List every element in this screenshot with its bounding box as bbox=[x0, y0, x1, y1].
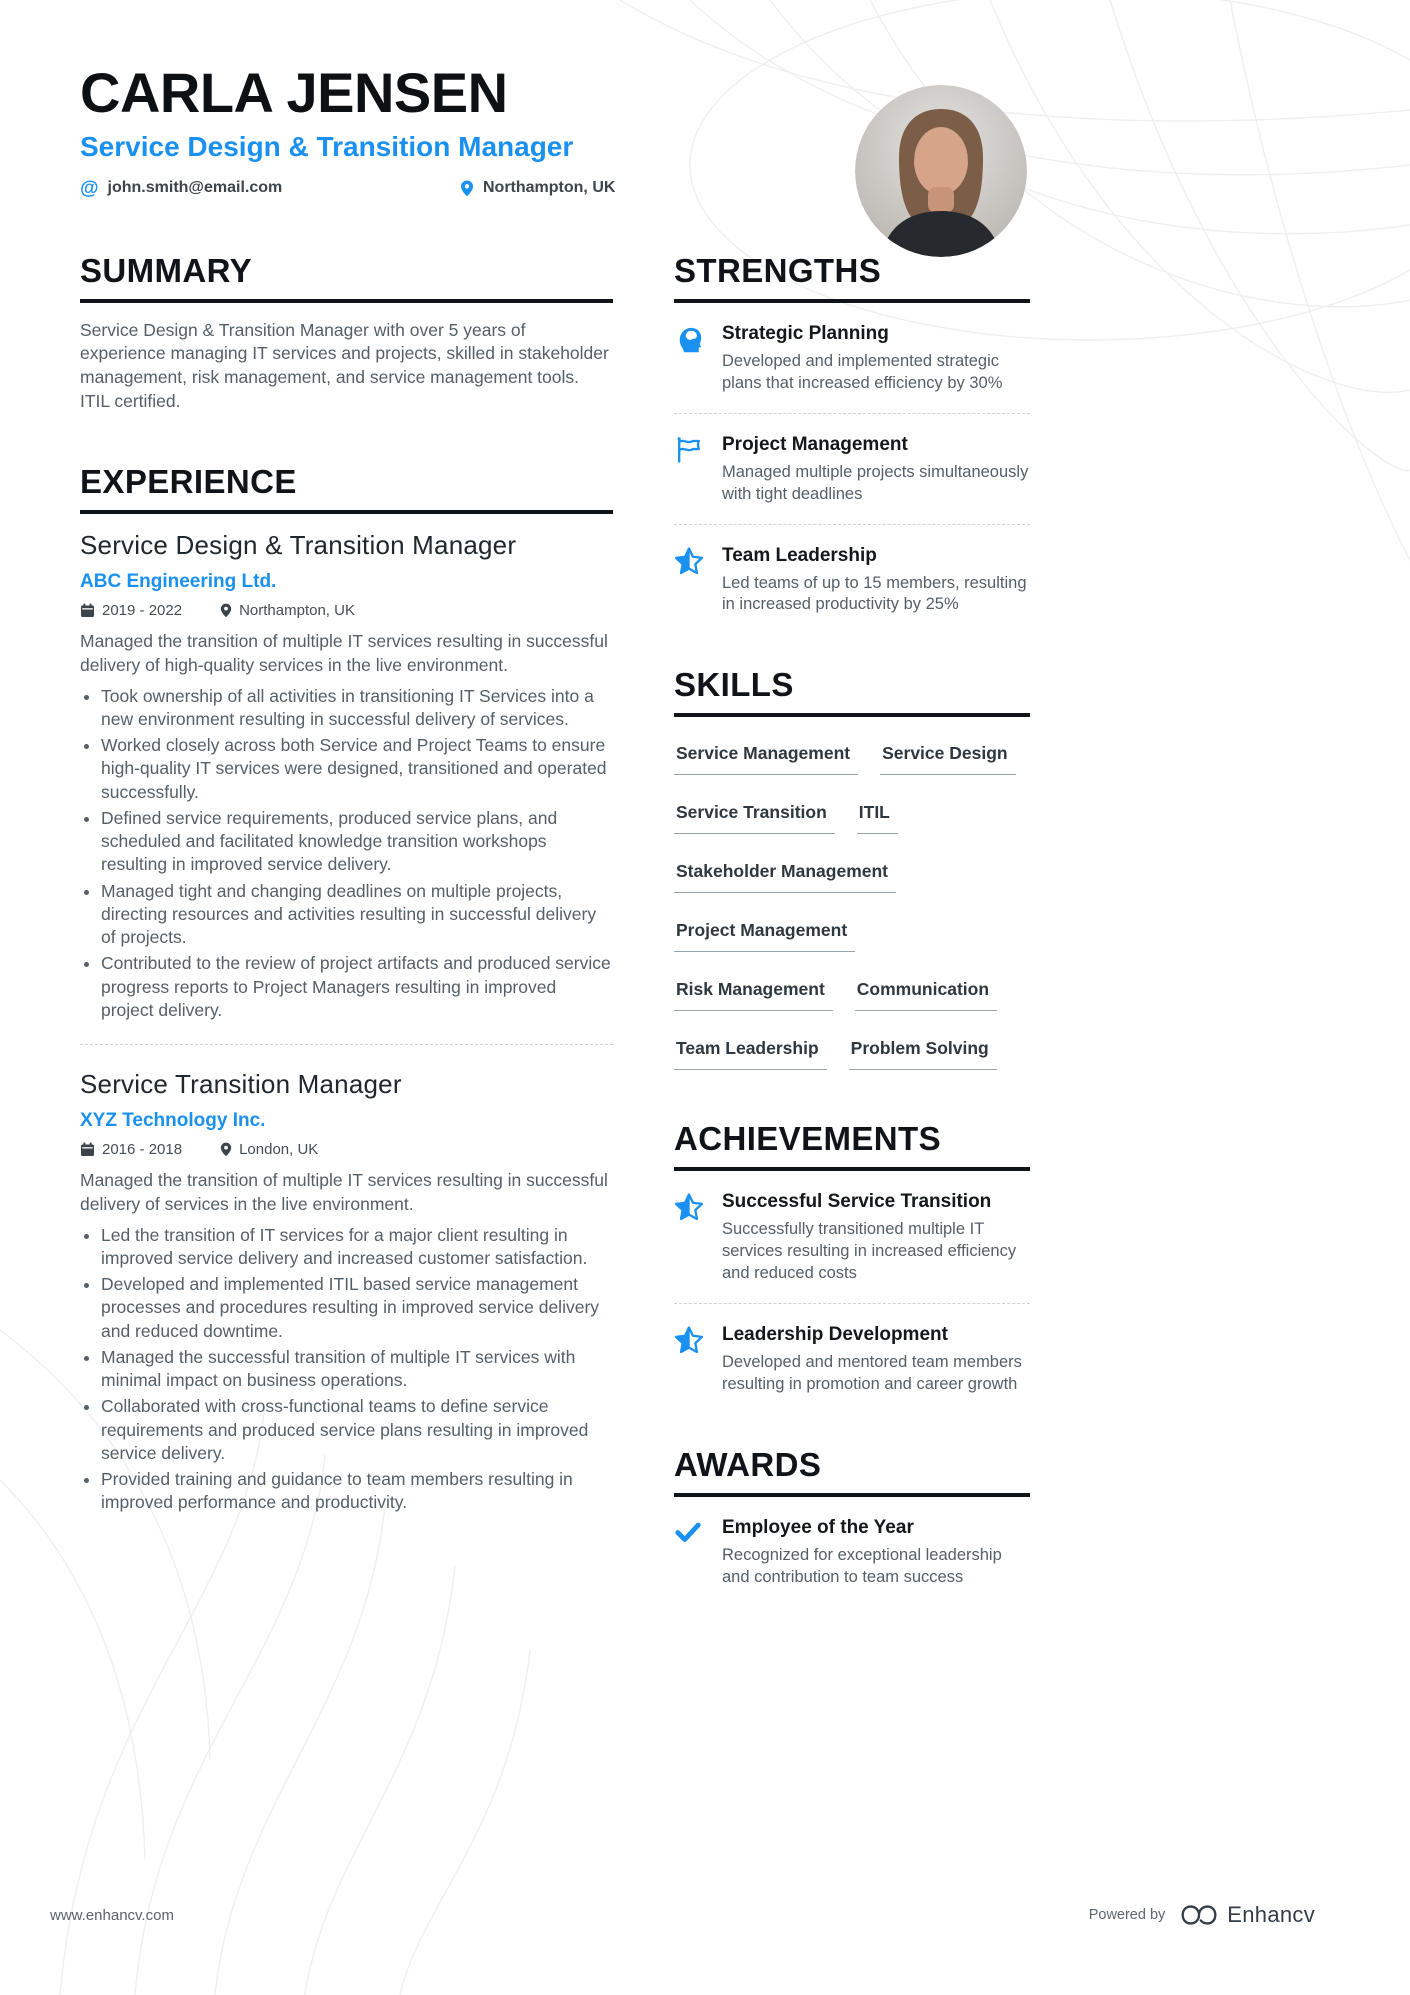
star-icon bbox=[674, 546, 704, 576]
job-location bbox=[220, 1141, 318, 1158]
award-title: Employee of the Year bbox=[722, 1517, 914, 1539]
award-item bbox=[674, 1517, 1030, 1589]
strength-description: Developed and implemented strategic plans that increased efficiency by 30% bbox=[722, 351, 1003, 392]
awards-section bbox=[674, 1446, 1030, 1589]
strength-title: Strategic Planning bbox=[722, 322, 889, 344]
job-bullet-list bbox=[80, 1224, 613, 1515]
job-bullet: • Defined service requirements, produced service plans, and scheduled and facilitated knowledge transition workshops resulting in improved service delivery. bbox=[101, 807, 613, 877]
flag-icon bbox=[674, 435, 704, 465]
dashed-divider bbox=[674, 524, 1030, 525]
location-pin-icon bbox=[220, 1142, 232, 1157]
powered-by-label: Powered by bbox=[1088, 1907, 1166, 1923]
skill-item: ITIL bbox=[857, 802, 898, 834]
summary-section bbox=[80, 252, 613, 414]
left-column bbox=[80, 252, 613, 1515]
skill-item: Service Design bbox=[880, 743, 1015, 775]
job-bullet-list bbox=[80, 685, 613, 1023]
job-location-text: London, UK bbox=[239, 1141, 319, 1159]
skill-item: Problem Solving bbox=[849, 1038, 997, 1070]
skills-section bbox=[674, 666, 1030, 1070]
dashed-divider bbox=[674, 413, 1030, 414]
skill-item: Risk Management bbox=[674, 979, 833, 1011]
powered-by-group bbox=[1089, 1902, 1315, 1928]
summary-heading: SUMMARY bbox=[80, 252, 613, 303]
job-bullet: • Contributed to the review of project artifacts and produced service progress reports to Project Managers resulting in improved project delivery. bbox=[101, 952, 613, 1022]
job-title: Service Design & Transition Manager bbox=[80, 530, 517, 561]
strength-item bbox=[674, 323, 1030, 395]
experience-heading: EXPERIENCE bbox=[80, 463, 613, 514]
job-title: Service Transition Manager bbox=[80, 1069, 402, 1100]
candidate-name: CARLA JENSEN bbox=[80, 61, 508, 124]
job-dates bbox=[80, 602, 182, 619]
job-bullet: • Managed the successful transition of multiple IT services with minimal impact on business operations. bbox=[101, 1346, 613, 1393]
skills-heading: SKILLS bbox=[674, 666, 1030, 717]
job-dates-text: 2019 - 2022 bbox=[102, 602, 183, 620]
job-bullet: • Developed and implemented ITIL based service management processes and procedures resulting in improved service delivery and reduced downtime. bbox=[101, 1273, 613, 1343]
candidate-title: Service Design & Transition Manager bbox=[80, 130, 574, 162]
email-at-icon: @ bbox=[80, 177, 99, 199]
page-footer bbox=[50, 1902, 1315, 1928]
job-description: Managed the transition of multiple IT services resulting in successful delivery of services in the live environment. bbox=[80, 1170, 608, 1214]
enhancv-logo[interactable] bbox=[1179, 1902, 1315, 1928]
job-company: XYZ Technology Inc. bbox=[80, 1110, 266, 1132]
job-location-text: Northampton, UK bbox=[239, 602, 355, 620]
star-icon bbox=[674, 1325, 704, 1355]
strength-item bbox=[674, 434, 1030, 506]
job-dates-text: 2016 - 2018 bbox=[102, 1141, 183, 1159]
dashed-divider bbox=[674, 1303, 1030, 1304]
contact-row bbox=[80, 179, 1030, 198]
achievement-item bbox=[674, 1324, 1030, 1396]
job-entry bbox=[80, 530, 613, 1022]
head-brain-icon bbox=[674, 324, 704, 354]
achievement-title: Successful Service Transition bbox=[722, 1191, 992, 1213]
footer-url[interactable]: www.enhancv.com bbox=[50, 1906, 174, 1924]
strength-title: Project Management bbox=[722, 433, 908, 455]
summary-text: Service Design & Transition Manager with over 5 years of experience managing IT services and projects, skilled in stakeholder management, risk management, and service management tools. ITIL certified. bbox=[80, 319, 609, 411]
check-icon bbox=[674, 1518, 702, 1546]
strengths-heading: STRENGTHS bbox=[674, 252, 1030, 303]
job-meta bbox=[80, 1141, 613, 1158]
calendar-icon bbox=[80, 1142, 95, 1157]
job-bullet: • Collaborated with cross-functional teams to define service requirements and produced service plans resulting in improved service delivery. bbox=[101, 1395, 613, 1465]
achievement-description: Successfully transitioned multiple IT services resulting in increased efficiency and reduced costs bbox=[722, 1220, 1017, 1283]
strength-description: Led teams of up to 15 members, resulting in increased productivity by 25% bbox=[722, 573, 1027, 614]
job-location bbox=[220, 602, 355, 619]
job-description: Managed the transition of multiple IT services resulting in successful delivery of high-quality services in the live environment. bbox=[80, 631, 608, 675]
contact-location bbox=[460, 179, 615, 197]
skill-item: Service Management bbox=[674, 743, 858, 775]
calendar-icon bbox=[80, 603, 95, 618]
location-pin-icon bbox=[460, 180, 474, 197]
enhancv-logo-text: Enhancv bbox=[1227, 1902, 1315, 1927]
strength-description: Managed multiple projects simultaneously with tight deadlines bbox=[722, 462, 1029, 503]
achievement-title: Leadership Development bbox=[722, 1324, 948, 1346]
enhancv-logo-icon bbox=[1179, 1902, 1219, 1928]
job-bullet: • Worked closely across both Service and Project Teams to ensure high-quality IT services were designed, transitioned and operated successfully. bbox=[101, 734, 613, 804]
skill-item: Stakeholder Management bbox=[674, 861, 896, 893]
star-icon bbox=[674, 1192, 704, 1222]
job-bullet: • Provided training and guidance to team members resulting in improved performance and productivity. bbox=[101, 1468, 613, 1515]
skill-item: Team Leadership bbox=[674, 1038, 827, 1070]
award-description: Recognized for exceptional leadership and contribution to team success bbox=[722, 1546, 1002, 1587]
job-bullet: • Took ownership of all activities in transitioning IT Services into a new environment resulting in successful delivery of services. bbox=[101, 685, 613, 732]
awards-heading: AWARDS bbox=[674, 1446, 1030, 1497]
achievements-section bbox=[674, 1120, 1030, 1396]
email-text: john.smith@email.com bbox=[107, 179, 283, 197]
skill-item: Project Management bbox=[674, 920, 855, 952]
experience-section bbox=[80, 463, 613, 1514]
right-column bbox=[674, 252, 1030, 1589]
job-bullet: • Led the transition of IT services for a major client resulting in improved service delivery and increased customer satisfaction. bbox=[101, 1224, 613, 1271]
job-entry bbox=[80, 1044, 613, 1514]
job-meta bbox=[80, 602, 613, 619]
location-text: Northampton, UK bbox=[483, 179, 616, 197]
strength-item bbox=[674, 545, 1030, 617]
skill-item: Communication bbox=[855, 979, 997, 1011]
achievement-item bbox=[674, 1191, 1030, 1285]
skill-item: Service Transition bbox=[674, 802, 835, 834]
contact-email[interactable] bbox=[80, 179, 460, 198]
strength-title: Team Leadership bbox=[722, 544, 877, 566]
job-company: ABC Engineering Ltd. bbox=[80, 571, 277, 593]
job-dates bbox=[80, 1141, 182, 1158]
achievement-description: Developed and mentored team members resulting in promotion and career growth bbox=[722, 1353, 1022, 1394]
location-pin-icon bbox=[220, 603, 232, 618]
strengths-section bbox=[674, 252, 1030, 617]
job-bullet: • Managed tight and changing deadlines on multiple projects, directing resources and activities resulting in successful delivery of projects. bbox=[101, 880, 613, 950]
achievements-heading: ACHIEVEMENTS bbox=[674, 1120, 1030, 1171]
skills-list bbox=[674, 743, 1030, 1070]
